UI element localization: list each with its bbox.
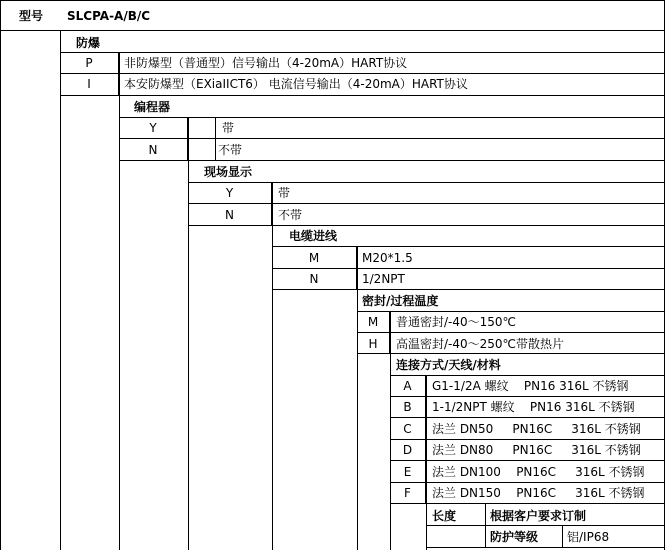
option-desc: 法兰 DN80 PN16C 316L 不锈钢 <box>432 443 641 457</box>
option-desc: G1-1/2A 螺纹 PN16 316L 不锈钢 <box>432 379 629 393</box>
section-title-programmer: 编程器 <box>134 100 171 114</box>
grid-line-horizontal <box>119 117 665 118</box>
grid-line-vertical <box>485 503 486 547</box>
grid-line-vertical <box>0 0 1 550</box>
grid-line-horizontal <box>60 95 665 96</box>
section-title-explosion: 防爆 <box>76 36 101 50</box>
grid-line-horizontal <box>188 225 665 226</box>
model-number: SLCPA-A/B/C <box>67 9 151 23</box>
model-label: 型号 <box>19 9 44 23</box>
grid-line-vertical <box>426 375 427 550</box>
grid-line-horizontal <box>390 460 665 461</box>
grid-line-horizontal <box>0 0 665 1</box>
option-desc: 带 <box>278 186 291 200</box>
grid-line-vertical <box>60 30 61 550</box>
grid-line-vertical <box>425 375 426 503</box>
grid-line-horizontal <box>426 547 665 548</box>
grid-line-horizontal <box>0 30 665 31</box>
grid-line-vertical <box>187 117 188 160</box>
grid-line-vertical <box>272 182 273 550</box>
grid-line-horizontal <box>390 482 665 483</box>
length-value: 根据客户要求订制 <box>490 509 587 523</box>
grid-line-horizontal <box>272 246 665 247</box>
option-desc: M20*1.5 <box>362 251 413 265</box>
option-code: N <box>148 143 158 157</box>
grid-line-vertical <box>389 311 390 353</box>
option-code: M <box>308 251 320 265</box>
option-code: F <box>404 486 411 500</box>
option-code: Y <box>149 121 157 135</box>
option-desc: 不带 <box>218 143 243 157</box>
option-desc: 高温密封/-40～250℃带散热片 <box>396 337 565 351</box>
option-code: I <box>87 77 91 91</box>
grid-line-horizontal <box>188 203 665 204</box>
option-code: P <box>85 56 93 70</box>
option-code: D <box>402 443 413 457</box>
grid-line-horizontal <box>272 289 665 290</box>
grid-line-vertical <box>664 0 665 550</box>
grid-line-vertical <box>118 52 119 95</box>
grid-line-horizontal <box>426 525 665 526</box>
option-code: A <box>403 379 412 393</box>
section-title-cable: 电缆进线 <box>289 229 338 243</box>
grid-line-vertical <box>119 52 120 550</box>
option-code: H <box>368 337 378 351</box>
grid-line-horizontal <box>60 73 665 74</box>
grid-line-horizontal <box>188 182 665 183</box>
option-code: E <box>403 465 412 479</box>
grid-line-horizontal <box>390 439 665 440</box>
option-desc: 不带 <box>278 208 303 222</box>
section-title-display: 现场显示 <box>204 165 253 179</box>
option-desc: 非防爆型（普通型）信号输出（4-20mA）HART协议 <box>124 56 408 70</box>
option-code: B <box>403 400 412 414</box>
grid-line-horizontal <box>357 353 665 354</box>
grid-line-horizontal <box>60 52 665 53</box>
option-desc: 法兰 DN150 PN16C 316L 不锈钢 <box>432 486 645 500</box>
grid-line-horizontal <box>119 160 665 161</box>
grid-line-horizontal <box>357 311 665 312</box>
grid-line-vertical <box>271 182 272 225</box>
option-desc: 带 <box>222 121 235 135</box>
grid-line-horizontal <box>119 138 665 139</box>
option-code: M <box>367 315 379 329</box>
option-code: N <box>309 272 319 286</box>
grid-line-horizontal <box>390 503 665 504</box>
length-label: 长度 <box>432 509 457 523</box>
option-desc: 本安防爆型（EXiaIICT6） 电流信号输出（4-20mA）HART协议 <box>124 77 468 91</box>
grid-line-horizontal <box>390 396 665 397</box>
grid-line-vertical <box>390 311 391 550</box>
option-code: Y <box>225 186 234 200</box>
option-desc: 普通密封/-40～150℃ <box>396 315 517 329</box>
option-code: C <box>403 422 412 436</box>
grid-line-vertical <box>215 117 216 160</box>
option-desc: 1/2NPT <box>362 272 405 286</box>
grid-line-vertical <box>356 246 357 289</box>
option-desc: 法兰 DN50 PN16C 316L 不锈钢 <box>432 422 641 436</box>
grid-line-vertical <box>562 525 563 547</box>
grid-line-horizontal <box>390 375 665 376</box>
section-title-seal: 密封/过程温度 <box>362 294 439 308</box>
option-code: N <box>225 208 234 222</box>
grid-line-horizontal <box>357 332 665 333</box>
grid-line-vertical <box>188 117 189 550</box>
protection-label: 防护等级 <box>490 530 539 544</box>
section-title-connection: 连接方式/天线/材料 <box>396 358 501 372</box>
grid-line-horizontal <box>272 268 665 269</box>
grid-line-horizontal <box>390 417 665 418</box>
protection-value: 铝/IP68 <box>567 530 610 544</box>
option-desc: 1-1/2NPT 螺纹 PN16 316L 不锈钢 <box>432 400 635 414</box>
grid-line-vertical <box>357 246 358 550</box>
option-desc: 法兰 DN100 PN16C 316L 不锈钢 <box>432 465 645 479</box>
